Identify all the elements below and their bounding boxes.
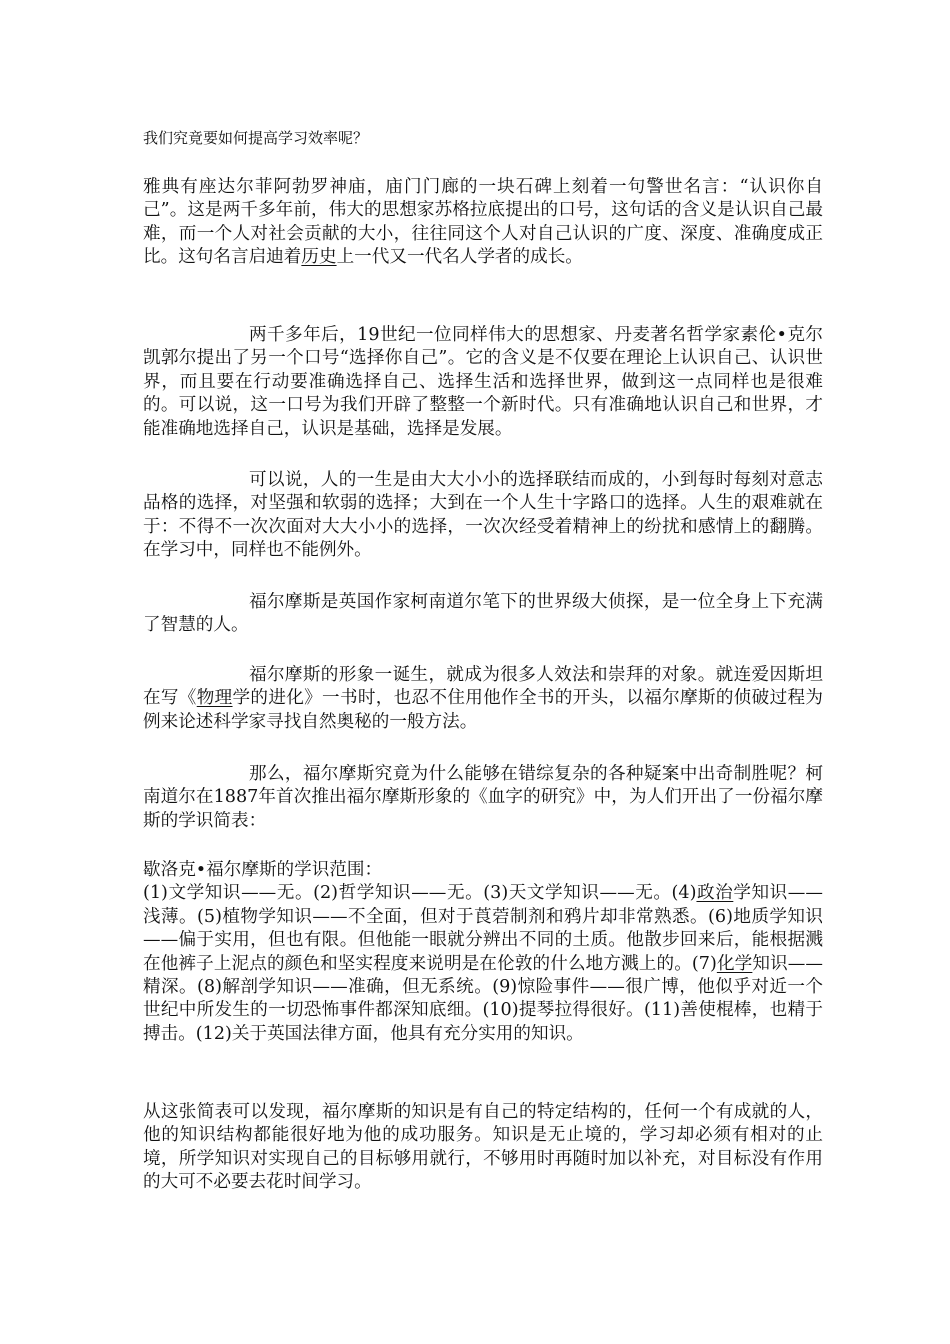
paragraph-conan-doyle: 那么，福尔摩斯究竟为什么能够在错综复杂的各种疑案中出奇制胜呢？柯南道尔在1887年首次推出福尔摩斯形象的《血字的研究》中，为人们开出了一份福尔摩斯的学识简表： [143,764,823,831]
link-history[interactable]: 历史 [301,247,337,268]
paragraph-knowledge-list [143,859,823,1046]
text: (1)文学知识——无。(2)哲学知识——无。(3)天文学知识——无。(4) [143,883,697,904]
text: 雅典有座达尔菲阿勃罗神庙，庙门门廊的一块石碑上刻着一句警世名言：“认识你自己”。这是两千多年前，伟大的思想家苏格拉底提出的口号，这句话的含义是认识自己最难，而一个人对社会贡献的大小，往往同这个人对自己认识的广度、深度、准确度成正比。这句名言启迪着 [143,177,823,268]
text: 上一代又一代名人学者的成长。 [336,247,583,268]
link-chemistry[interactable]: 化学 [716,953,753,974]
text: 学知识——浅薄。(5)植物学知识——不全面，但对于莨菪制剂和鸦片却非常熟悉。(6)地质学知识——偏于实用，但也有限。但他能一眼就分辨出不同的土质。他散步回来后，能根据溅在他裤子上泥点的颜色和坚实程度来说明是在伦敦的什么地方溅上的。(7) [143,883,823,974]
paragraph-kierkegaard: 两千多年后，19世纪一位同样伟大的思想家、丹麦著名哲学家素伦•克尔凯郭尔提出了另一个口号“选择你自己”。它的含义是不仅要在理论上认识自己、认识世界，而且要在行动要准确选择自己、选择生活和选择世界，做到这一点同样也是很难的。可以说，这一口号为我们开辟了整整一个新时代。只有准确地认识自己和世界，才能准确地选择自己，认识是基础，选择是发展。 [143,325,823,439]
page-title: 我们究竟要如何提高学习效率呢？ [143,129,369,147]
paragraph-holmes-image [143,664,823,734]
text: 知识——精深。(8)解剖学知识——准确，但无系统。(9)惊险事件——很广博，他似乎对近一个世纪中所发生的一切恐怖事件都深知底细。(10)提琴拉得很好。(11)善使棍棒，也精于搏击。(12)关于英国法律方面，他具有充分实用的知识。 [143,953,823,1044]
paragraph-choices: 可以说，人的一生是由大大小小的选择联结而成的，小到每时每刻对意志品格的选择，对坚强和软弱的选择；大到在一个人生十字路口的选择。人生的艰难就在于：不得不一次次面对大大小小的选择，一次次经受着精神上的纷扰和感情上的翻腾。在学习中，同样也不能例外。 [143,470,823,561]
list-title: 歇洛克•福尔摩斯的学识范围： [143,860,383,880]
text: 福尔摩斯的形象一诞生，就成为很多人效法和崇拜的对象。就连爱因斯坦在写《 [143,665,823,709]
paragraph-holmes-intro: 福尔摩斯是英国作家柯南道尔笔下的世界级大侦探，是一位全身上下充满了智慧的人。 [143,592,823,636]
link-politics[interactable]: 政治 [696,883,734,904]
paragraph-athens [143,176,823,270]
link-physics[interactable]: 物理 [196,688,233,709]
paragraph-conclusion: 从这张简表可以发现，福尔摩斯的知识是有自己的特定结构的，任何一个有成就的人，他的知识结构都能很好地为他的成功服务。知识是无止境的，学习却必须有相对的止境，所学知识对实现自己的目标够用就行，不够用时再随时加以补充，对目标没有作用的大可不必要去花时间学习。 [143,1102,823,1193]
text: 学的进化》一书时，也忍不住用他作全书的开头，以福尔摩斯的侦破过程为例来论述科学家寻找自然奥秘的一般方法。 [143,688,823,732]
